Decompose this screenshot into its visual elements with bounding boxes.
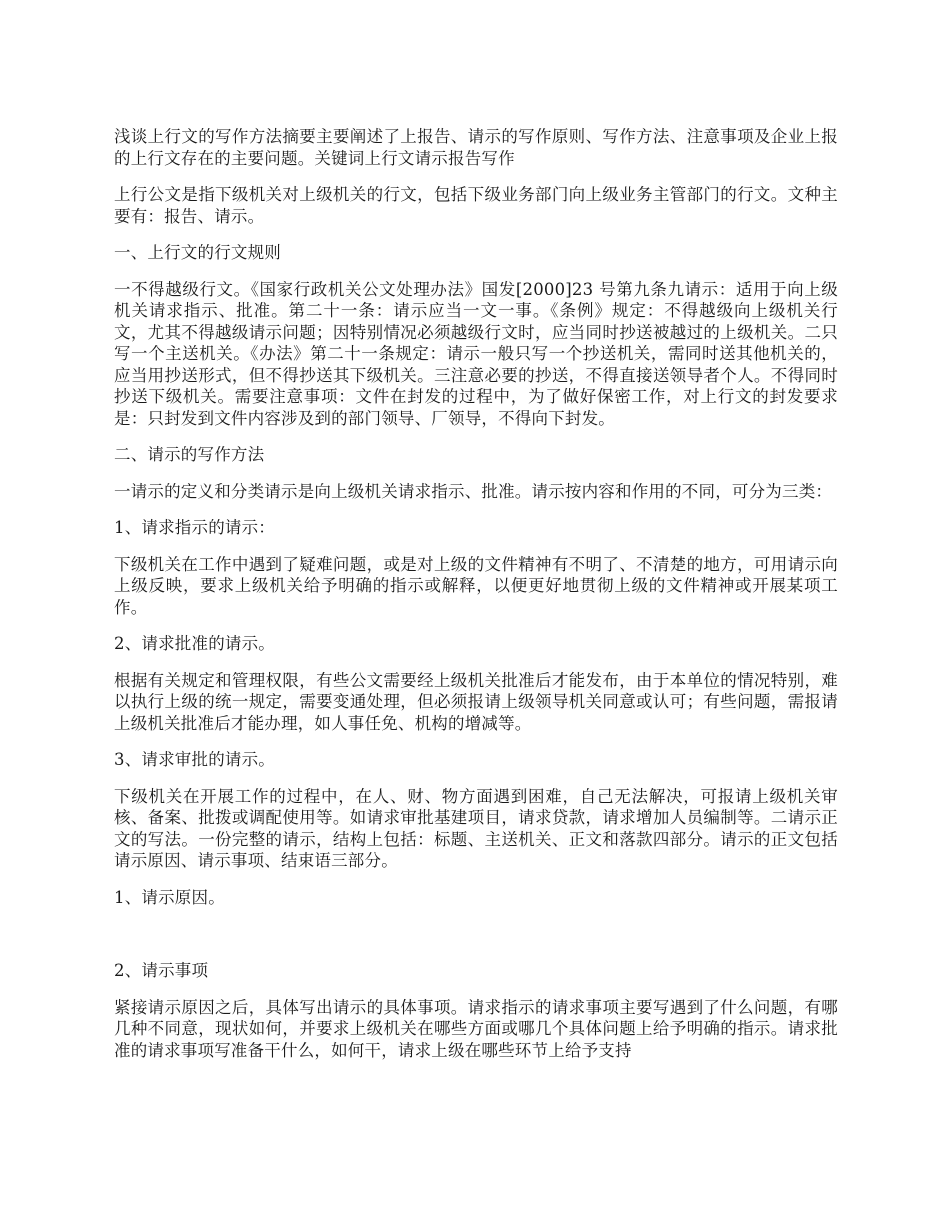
section-heading-rules: 一、上行文的行文规则 [114,243,281,262]
rules-paragraph: 一不得越级行文。《国家行政机关公文处理办法》国发[2000]23 号第九条九请示：适用于向上级机关请求指示、批准。第二十一条：请示应当一文一事。《条例》规定：不得越级向上级机关行文，尤其不得越级请示问题；因特别情况必须越级行文时，应当同时抄送被越过的上级机关。二只写一个主送机关。《办法》第二十一条规定：请示一般只写一个抄送机关，需同时送其他机关的，应当用抄送形式，但不得抄送其下级机关。三注意必要的抄送，不得直接送领导者个人。不得同时抄送下级机关。需要注意事项：文件在封发的过程中，为了做好保密工作，对上行文的封发要求是：只封发到文件内容涉及到的部门领导、厂领导，不得向下封发。 [114,279,838,428]
intro-paragraph: 上行公文是指下级机关对上级机关的行文，包括下级业务部门向上级业务主管部门的行文。文种主要有：报告、请示。 [114,185,838,226]
instruction-paragraph: 下级机关在工作中遇到了疑难问题，或是对上级的文件精神有不明了、不清楚的地方，可用请示向上级反映，要求上级机关给予明确的指示或解释，以便更好地贯彻上级的文件精神或开展某项工作。 [114,554,838,617]
definition-paragraph: 一请示的定义和分类请示是向上级机关请求指示、批准。请示按内容和作用的不同，可分为三类： [114,481,833,501]
subheading-instruction: 1、请求指示的请示： [114,518,275,537]
review-paragraph: 下级机关在开展工作的过程中，在人、财、物方面遇到困难，自己无法解决，可报请上级机关审核、备案、批拨或调配使用等。如请求审批基建项目，请求贷款，请求增加人员编制等。二请示正文的写法。一份完整的请示，结构上包括：标题、主送机关、正文和落款四部分。请示的正文包括请示原因、请示事项、结束语三部分。 [114,786,838,870]
subheading-matters: 2、请示事项 [114,961,209,980]
abstract-paragraph: 浅谈上行文的写作方法摘要主要阐述了上报告、请示的写作原则、写作方法、注意事项及企业上报的上行文存在的主要问题。关键词上行文请示报告写作 [114,127,838,168]
subheading-reason: 1、请示原因。 [114,887,225,907]
approval-paragraph: 根据有关规定和管理权限，有些公文需要经上级机关批准后才能发布，由于本单位的情况特别，难以执行上级的统一规定，需要变通处理，但必须报请上级领导机关同意或认可；有些问题，需报请上级机关批准后才能办理，如人事任免、机构的增减等。 [114,670,838,733]
document-body [114,126,838,1076]
subheading-approval: 2、请求批准的请示。 [114,634,275,653]
section-heading-method: 二、请示的写作方法 [114,445,265,464]
subheading-review: 3、请求审批的请示。 [114,750,275,769]
matters-paragraph: 紧接请示原因之后，具体写出请示的具体事项。请求指示的请求事项主要写遇到了什么问题，有哪几种不同意，现状如何，并要求上级机关在哪些方面或哪几个具体问题上给予明确的指示。请求批准的请求事项写准备干什么，如何干，请求上级在哪些环节上给予支持 [114,997,838,1060]
